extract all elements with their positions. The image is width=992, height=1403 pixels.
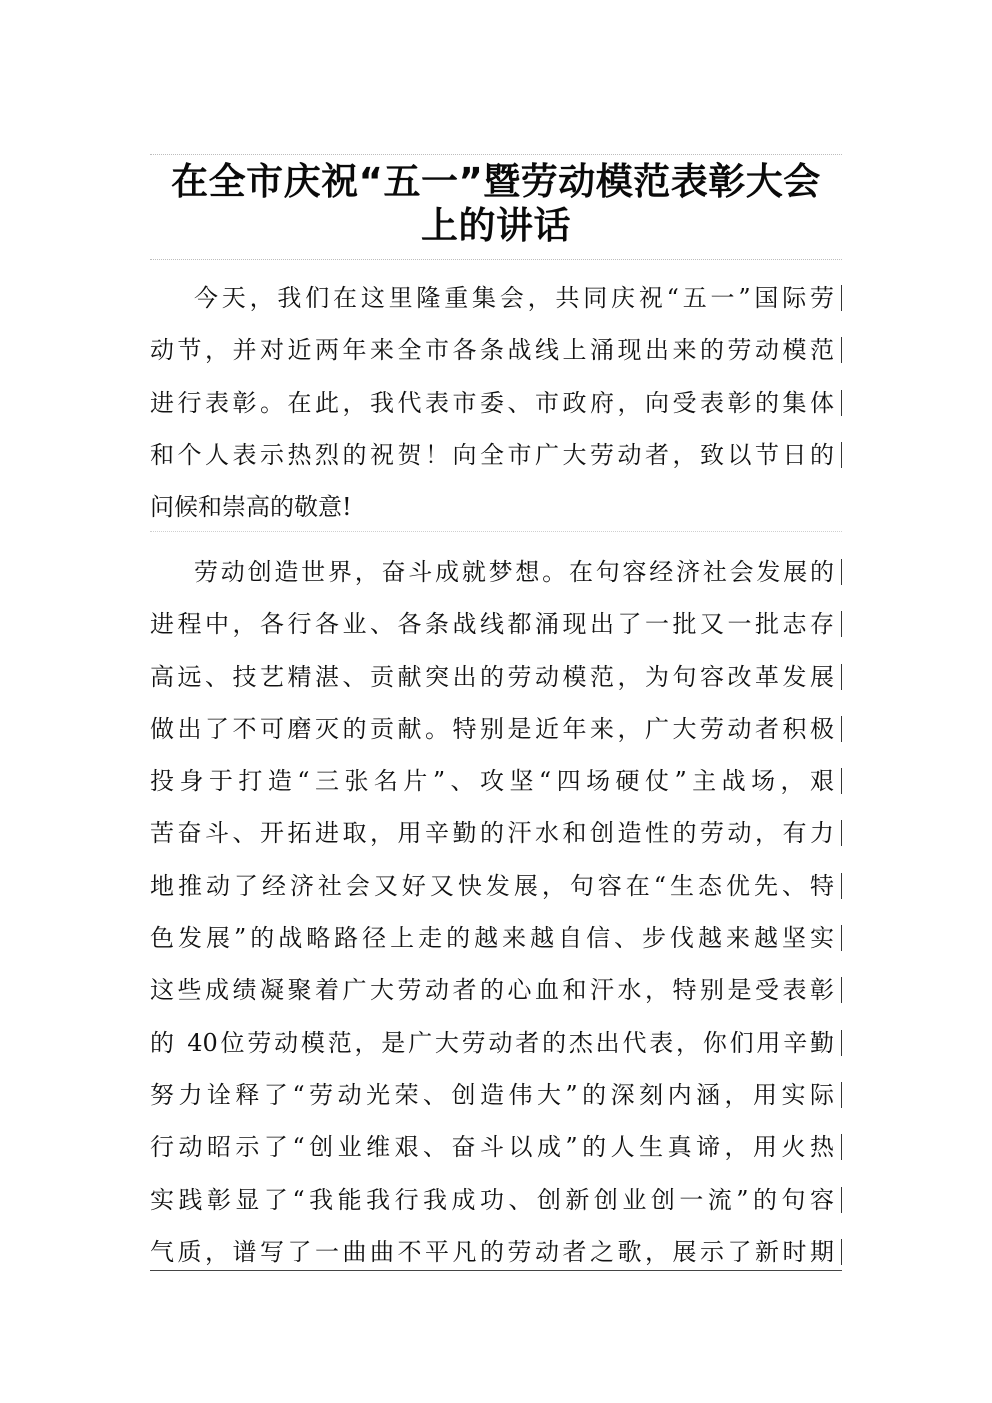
text-line: 问候和崇高的敬意! xyxy=(150,493,352,522)
line-end-marker xyxy=(841,390,842,416)
page-bottom-divider xyxy=(150,1270,842,1271)
title-line-1: 在全市庆祝“五一”暨劳动模范表彰大会 xyxy=(171,160,821,203)
title-line-2: 上的讲话 xyxy=(421,204,571,247)
line-end-marker xyxy=(841,977,842,1003)
line-end-marker xyxy=(841,716,842,742)
paragraph-2 xyxy=(150,546,842,1278)
text-line: 这些成绩凝聚着广大劳动者的心血和汗水，特别是受表彰 xyxy=(150,964,842,1016)
text-line: 今天，我们在这里隆重集会，共同庆祝“五一”国际劳 xyxy=(150,272,842,324)
line-end-marker xyxy=(841,1030,842,1056)
text-line: 气质，谱写了一曲曲不平凡的劳动者之歌，展示了新时期 xyxy=(150,1226,842,1278)
line-end-marker xyxy=(841,1187,842,1213)
line-end-marker xyxy=(841,442,842,468)
line-end-marker xyxy=(841,285,842,311)
text-line: 进行表彰。在此，我代表市委、市政府，向受表彰的集体 xyxy=(150,377,842,429)
line-end-marker xyxy=(841,664,842,690)
text-line: 做出了不可磨灭的贡献。特别是近年来，广大劳动者积极 xyxy=(150,703,842,755)
title-bottom-divider xyxy=(150,259,842,260)
text-line: 苦奋斗、开拓进取，用辛勤的汗水和创造性的劳动，有力 xyxy=(150,807,842,859)
text-line: 实践彰显了“我能我行我成功、创新创业创一流”的句容 xyxy=(150,1174,842,1226)
line-end-marker xyxy=(841,1239,842,1265)
document-title xyxy=(150,160,842,248)
line-end-marker xyxy=(841,820,842,846)
line-end-marker xyxy=(841,768,842,794)
title-top-divider xyxy=(150,154,842,155)
text-line: 投身于打造“三张名片”、攻坚“四场硬仗”主战场，艰 xyxy=(150,755,842,807)
line-end-marker xyxy=(841,1082,842,1108)
text-line: 动节，并对近两年来全市各条战线上涌现出来的劳动模范 xyxy=(150,324,842,376)
paragraph-divider xyxy=(150,531,842,532)
text-line: 劳动创造世界，奋斗成就梦想。在句容经济社会发展的 xyxy=(150,546,842,598)
text-line: 行动昭示了“创业维艰、奋斗以成”的人生真谛，用火热 xyxy=(150,1121,842,1173)
line-end-marker xyxy=(841,1134,842,1160)
text-line: 高远、技艺精湛、贡献突出的劳动模范，为句容改革发展 xyxy=(150,651,842,703)
line-end-marker xyxy=(841,873,842,899)
text-line: 努力诠释了“劳动光荣、创造伟大”的深刻内涵，用实际 xyxy=(150,1069,842,1121)
text-line: 和个人表示热烈的祝贺！向全市广大劳动者，致以节日的 xyxy=(150,429,842,481)
paragraph-1 xyxy=(150,272,842,533)
text-line: 的 40位劳动模范，是广大劳动者的杰出代表，你们用辛勤 xyxy=(150,1017,842,1069)
text-line: 地推动了经济社会又好又快发展，句容在“生态优先、特 xyxy=(150,860,842,912)
text-line: 进程中，各行各业、各条战线都涌现出了一批又一批志存 xyxy=(150,598,842,650)
line-end-marker xyxy=(841,611,842,637)
line-end-marker xyxy=(841,337,842,363)
line-end-marker xyxy=(841,925,842,951)
line-end-marker xyxy=(841,559,842,585)
text-line: 色发展”的战略路径上走的越来越自信、步伐越来越坚实 xyxy=(150,912,842,964)
